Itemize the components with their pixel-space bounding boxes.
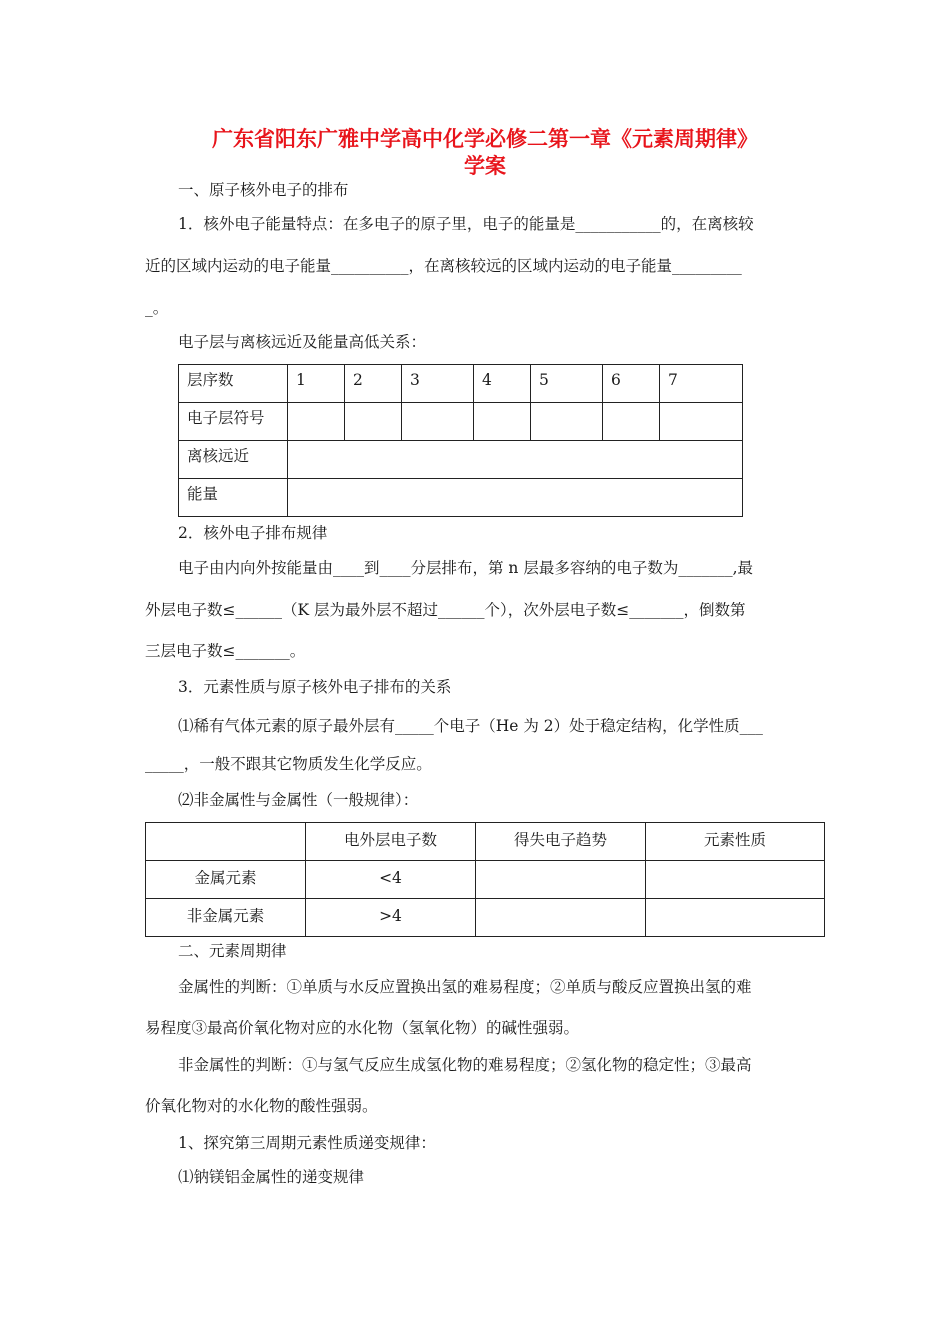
- table-cell: [646, 899, 825, 937]
- table-row: [146, 823, 825, 861]
- table-cell: >4: [306, 899, 476, 937]
- table-row: [146, 861, 825, 899]
- table-cell: 4: [474, 365, 531, 403]
- table-cell: 电子层符号: [179, 403, 288, 441]
- paragraph-line: ⑴钠镁铝金属性的递变规律: [178, 1168, 365, 1186]
- table1-caption: 电子层与离核远近及能量高低关系：: [178, 333, 427, 351]
- paragraph-line: 价氧化物对的水化物的酸性强弱。: [145, 1097, 378, 1115]
- table-row: [179, 403, 743, 441]
- table-cell: 金属元素: [146, 861, 306, 899]
- table-cell: 1: [288, 365, 345, 403]
- paragraph-line: 1、探究第三周期元素性质递变规律：: [178, 1134, 436, 1152]
- paragraph-line: _____，一般不跟其它物质发生化学反应。: [145, 755, 432, 773]
- table-cell: <4: [306, 861, 476, 899]
- metal-nonmetal-table: [145, 822, 825, 937]
- paragraph-line: 三层电子数≤_______。: [145, 642, 306, 660]
- table-cell: [402, 403, 474, 441]
- section1-heading: 一、原子核外电子的排布: [178, 181, 349, 199]
- table-cell: 离核远近: [179, 441, 288, 479]
- paragraph-line: 电子由内向外按能量由____到____分层排布，第 n 层最多容纳的电子数为_______,最: [178, 559, 754, 577]
- paragraph-line: 金属性的判断：①单质与水反应置换出氢的难易程度；②单质与酸反应置换出氢的难: [178, 978, 752, 996]
- electron-shell-table: [178, 364, 743, 517]
- table-cell: [531, 403, 603, 441]
- document-title: 广东省阳东广雅中学高中化学必修二第一章《元素周期律》: [212, 127, 758, 151]
- table-cell: 得失电子趋势: [476, 823, 646, 861]
- document-title-line2: 学案: [464, 154, 506, 178]
- table-cell: [476, 899, 646, 937]
- paragraph-line: 1．核外电子能量特点：在多电子的原子里，电子的能量是___________的，在离核较: [178, 215, 754, 233]
- table-cell: [345, 403, 402, 441]
- paragraph-line: 易程度③最高价氧化物对应的水化物（氢氧化物）的碱性强弱。: [145, 1019, 580, 1037]
- table-cell: [603, 403, 660, 441]
- paragraph-line: _。: [145, 299, 169, 317]
- table-cell: 5: [531, 365, 603, 403]
- table-cell: 非金属元素: [146, 899, 306, 937]
- table-cell: [660, 403, 743, 441]
- paragraph-heading: 2．核外电子排布规律: [178, 524, 328, 542]
- table-cell: [474, 403, 531, 441]
- table-cell: 3: [402, 365, 474, 403]
- table-row: [179, 441, 743, 479]
- paragraph-line: 近的区域内运动的电子能量__________，在离核较远的区域内运动的电子能量_________: [145, 257, 742, 275]
- table-cell: [288, 479, 743, 517]
- table-row: [146, 899, 825, 937]
- paragraph-heading: 3．元素性质与原子核外电子排布的关系: [178, 678, 452, 696]
- table-cell: 7: [660, 365, 743, 403]
- table-cell: 元素性质: [646, 823, 825, 861]
- table-cell: 2: [345, 365, 402, 403]
- table-row: [179, 479, 743, 517]
- table-cell: 层序数: [179, 365, 288, 403]
- table-row: [179, 365, 743, 403]
- table-cell: 能量: [179, 479, 288, 517]
- section2-heading: 二、元素周期律: [178, 942, 287, 960]
- table-cell: 6: [603, 365, 660, 403]
- table-cell: [646, 861, 825, 899]
- paragraph-line: 非金属性的判断：①与氢气反应生成氢化物的难易程度；②氢化物的稳定性；③最高: [178, 1056, 752, 1074]
- table-cell: [146, 823, 306, 861]
- table-cell: [288, 403, 345, 441]
- paragraph-line: ⑴稀有气体元素的原子最外层有_____个电子（He 为 2）处于稳定结构，化学性质___: [178, 717, 763, 735]
- table-cell: [476, 861, 646, 899]
- table-cell: [288, 441, 743, 479]
- table-cell: 电外层电子数: [306, 823, 476, 861]
- paragraph-line: 外层电子数≤______（K 层为最外层不超过______个），次外层电子数≤_______，倒数第: [145, 601, 746, 619]
- paragraph-line: ⑵非金属性与金属性（一般规律）：: [178, 791, 419, 809]
